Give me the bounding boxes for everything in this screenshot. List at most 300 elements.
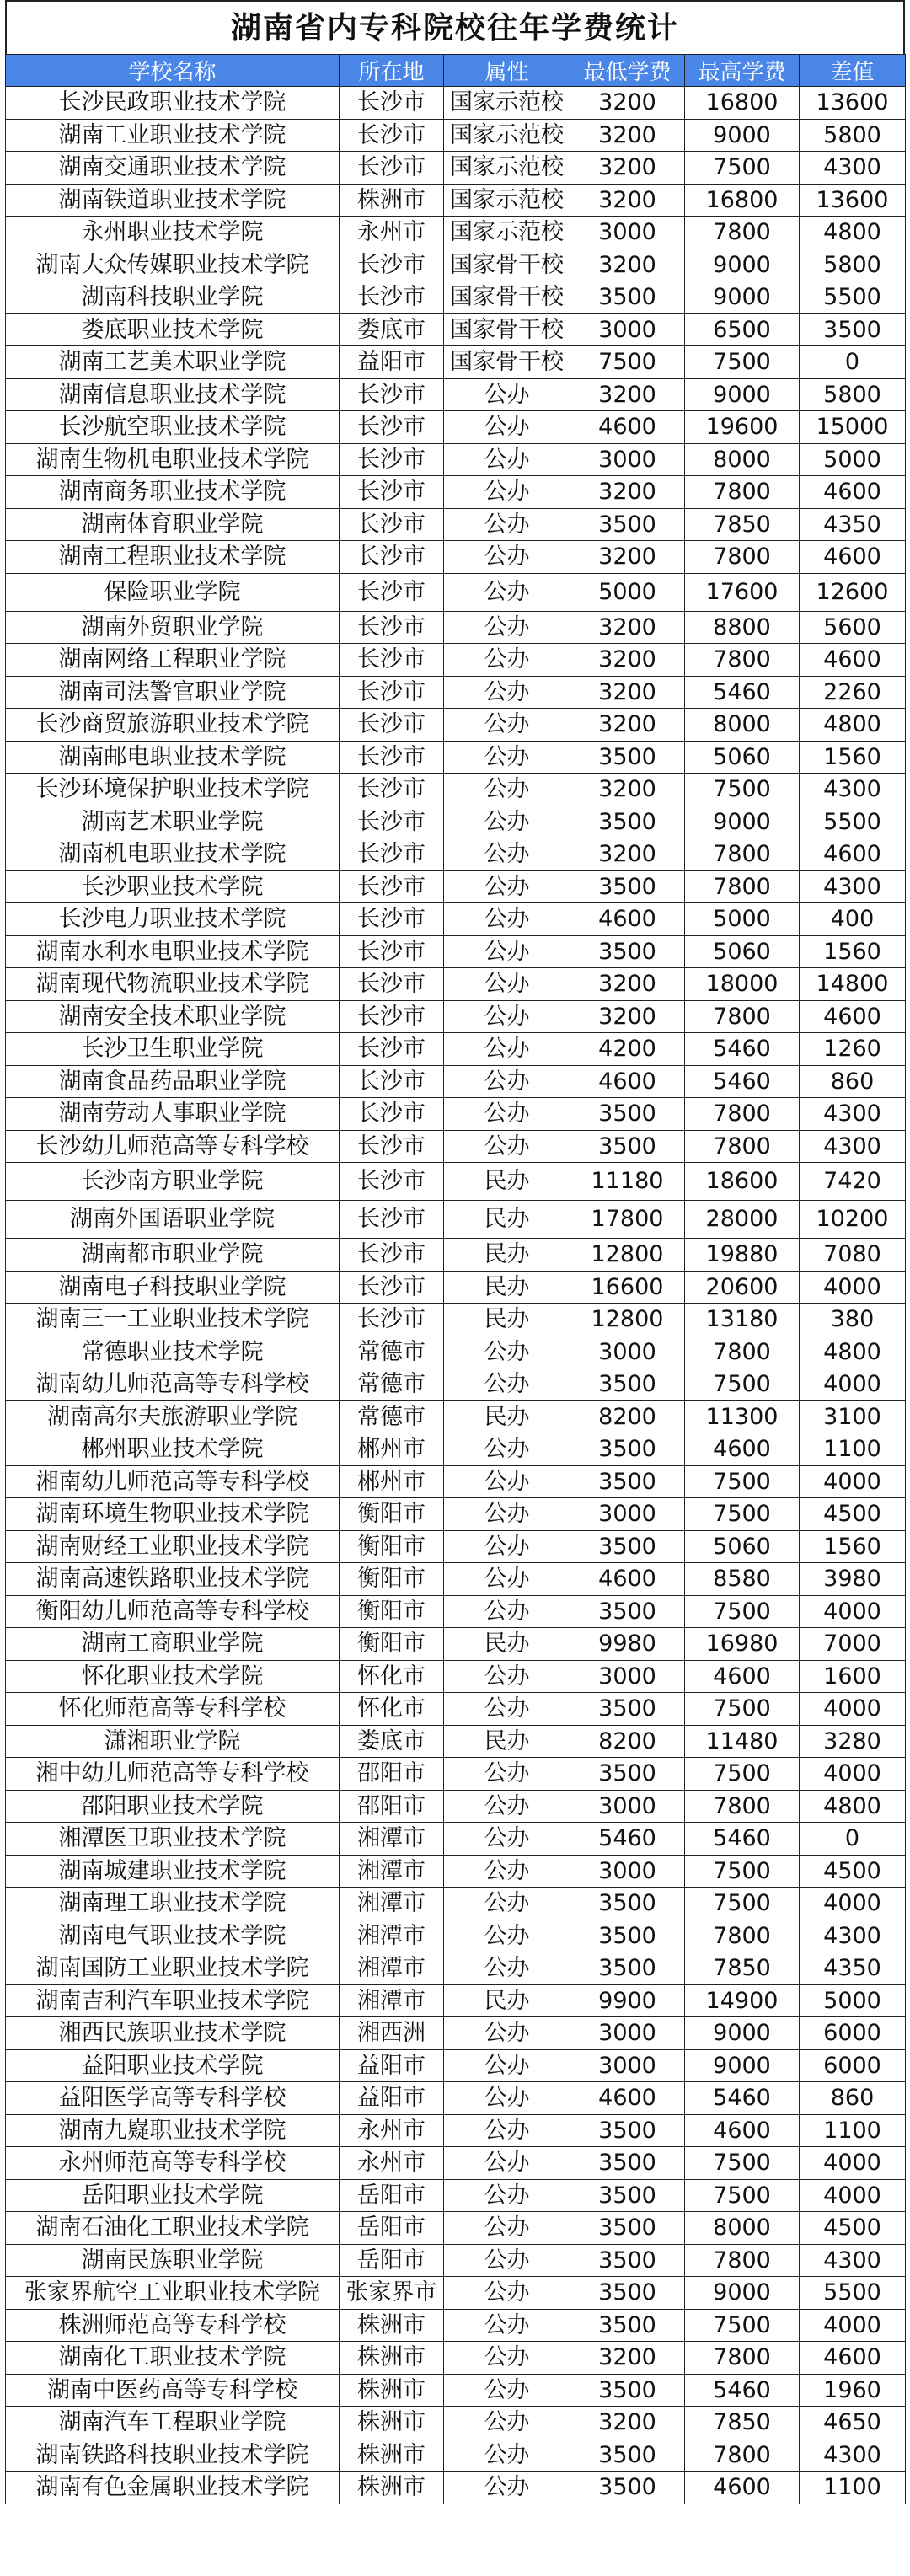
max-fee-cell: 4600: [685, 1660, 800, 1693]
table-row: [6, 968, 906, 1001]
table-row: [6, 806, 906, 838]
difference-cell: 6000: [800, 2049, 906, 2082]
table-row: [6, 644, 906, 677]
difference-cell: 860: [800, 1065, 906, 1098]
table-row: [6, 1098, 906, 1131]
table-row: [6, 1725, 906, 1758]
city-cell: 长沙市: [340, 1201, 444, 1239]
max-fee-cell: 7800: [685, 1790, 800, 1823]
difference-cell: 4300: [800, 1920, 906, 1952]
min-fee-cell: 3000: [570, 313, 685, 346]
school-name-cell: 湖南信息职业技术学院: [6, 378, 340, 411]
max-fee-cell: 4600: [685, 2472, 800, 2504]
difference-cell: 5500: [800, 281, 906, 314]
type-cell: 民办: [444, 1984, 570, 2017]
type-cell: 国家示范校: [444, 119, 570, 152]
city-cell: 张家界市: [340, 2277, 444, 2310]
min-fee-cell: 3500: [570, 1920, 685, 1952]
difference-cell: 12600: [800, 573, 906, 611]
school-name-cell: 益阳职业技术学院: [6, 2049, 340, 2082]
table-row: [6, 1130, 906, 1163]
table-row: [6, 2342, 906, 2375]
table-row: [6, 2244, 906, 2277]
max-fee-cell: 5460: [685, 2082, 800, 2115]
difference-cell: 4000: [800, 1368, 906, 1401]
difference-cell: 4300: [800, 2439, 906, 2472]
min-fee-cell: 3500: [570, 508, 685, 541]
min-fee-cell: 3200: [570, 476, 685, 509]
min-fee-cell: 7500: [570, 346, 685, 379]
city-cell: 长沙市: [340, 411, 444, 444]
school-name-cell: 湖南高尔夫旅游职业学院: [6, 1400, 340, 1433]
city-cell: 长沙市: [340, 119, 444, 152]
max-fee-cell: 7800: [685, 644, 800, 677]
table-row: [6, 1163, 906, 1201]
table-body: [6, 87, 906, 2504]
max-fee-cell: 7500: [685, 774, 800, 806]
difference-cell: 6000: [800, 2017, 906, 2050]
min-fee-cell: 9980: [570, 1628, 685, 1661]
table-row: [6, 1563, 906, 1596]
city-cell: 常德市: [340, 1368, 444, 1401]
difference-cell: 5600: [800, 611, 906, 644]
col-header-difference: 差值: [800, 55, 906, 87]
city-cell: 长沙市: [340, 443, 444, 476]
min-fee-cell: 3500: [570, 1758, 685, 1791]
min-fee-cell: 3500: [570, 1465, 685, 1498]
type-cell: 公办: [444, 2179, 570, 2212]
table-row: [6, 1530, 906, 1563]
max-fee-cell: 9000: [685, 806, 800, 838]
difference-cell: 860: [800, 2082, 906, 2115]
max-fee-cell: 8000: [685, 709, 800, 742]
type-cell: 公办: [444, 2212, 570, 2245]
min-fee-cell: 3200: [570, 644, 685, 677]
school-name-cell: 怀化师范高等专科学校: [6, 1693, 340, 1726]
city-cell: 长沙市: [340, 709, 444, 742]
min-fee-cell: 3500: [570, 2309, 685, 2342]
type-cell: 国家骨干校: [444, 346, 570, 379]
min-fee-cell: 3200: [570, 709, 685, 742]
city-cell: 长沙市: [340, 1271, 444, 1304]
type-cell: 公办: [444, 2342, 570, 2375]
table-row: [6, 1660, 906, 1693]
min-fee-cell: 3000: [570, 443, 685, 476]
max-fee-cell: 7800: [685, 2439, 800, 2472]
min-fee-cell: 3200: [570, 249, 685, 281]
city-cell: 湘潭市: [340, 1855, 444, 1888]
school-name-cell: 长沙南方职业学院: [6, 1163, 340, 1201]
table-row: [6, 2309, 906, 2342]
table-row: [6, 1433, 906, 1466]
city-cell: 长沙市: [340, 1130, 444, 1163]
city-cell: 邵阳市: [340, 1790, 444, 1823]
table-row: [6, 281, 906, 314]
type-cell: 公办: [444, 1888, 570, 1920]
max-fee-cell: 14900: [685, 1984, 800, 2017]
city-cell: 长沙市: [340, 573, 444, 611]
max-fee-cell: 7500: [685, 1888, 800, 1920]
type-cell: 公办: [444, 2049, 570, 2082]
difference-cell: 4500: [800, 2212, 906, 2245]
type-cell: 国家示范校: [444, 184, 570, 217]
city-cell: 衡阳市: [340, 1628, 444, 1661]
max-fee-cell: 5060: [685, 1530, 800, 1563]
city-cell: 株洲市: [340, 2439, 444, 2472]
max-fee-cell: 19600: [685, 411, 800, 444]
difference-cell: 4000: [800, 1758, 906, 1791]
school-name-cell: 长沙职业技术学院: [6, 870, 340, 903]
max-fee-cell: 16800: [685, 184, 800, 217]
table-row: [6, 1368, 906, 1401]
school-name-cell: 张家界航空工业职业技术学院: [6, 2277, 340, 2310]
max-fee-cell: 9000: [685, 2277, 800, 2310]
max-fee-cell: 16980: [685, 1628, 800, 1661]
max-fee-cell: 4600: [685, 2114, 800, 2147]
table-row: [6, 1304, 906, 1336]
min-fee-cell: 3500: [570, 935, 685, 968]
table-row: [6, 903, 906, 936]
city-cell: 怀化市: [340, 1660, 444, 1693]
table-row: [6, 611, 906, 644]
table-row: [6, 1465, 906, 1498]
city-cell: 益阳市: [340, 346, 444, 379]
school-name-cell: 湖南电气职业技术学院: [6, 1920, 340, 1952]
table-row: [6, 1628, 906, 1661]
max-fee-cell: 7500: [685, 346, 800, 379]
table-row: [6, 2439, 906, 2472]
max-fee-cell: 7500: [685, 1693, 800, 1726]
difference-cell: 5500: [800, 2277, 906, 2310]
table-row: [6, 573, 906, 611]
type-cell: 公办: [444, 1693, 570, 1726]
school-name-cell: 湖南工程职业技术学院: [6, 541, 340, 574]
table-row: [6, 1336, 906, 1368]
difference-cell: 4000: [800, 2147, 906, 2180]
city-cell: 株洲市: [340, 2342, 444, 2375]
school-name-cell: 湖南国防工业职业技术学院: [6, 1952, 340, 1985]
max-fee-cell: 7800: [685, 1000, 800, 1033]
min-fee-cell: 3500: [570, 2374, 685, 2407]
table-row: [6, 508, 906, 541]
difference-cell: 4500: [800, 1855, 906, 1888]
school-name-cell: 湖南劳动人事职业学院: [6, 1098, 340, 1131]
city-cell: 益阳市: [340, 2082, 444, 2115]
city-cell: 岳阳市: [340, 2212, 444, 2245]
difference-cell: 4500: [800, 1498, 906, 1531]
school-name-cell: 湖南大众传媒职业技术学院: [6, 249, 340, 281]
table-row: [6, 411, 906, 444]
difference-cell: 4300: [800, 1130, 906, 1163]
table-row: [6, 741, 906, 774]
max-fee-cell: 18000: [685, 968, 800, 1001]
table-row: [6, 1400, 906, 1433]
table-row: [6, 87, 906, 120]
max-fee-cell: 7500: [685, 1368, 800, 1401]
difference-cell: 2260: [800, 676, 906, 709]
city-cell: 长沙市: [340, 611, 444, 644]
school-name-cell: 湖南城建职业技术学院: [6, 1855, 340, 1888]
max-fee-cell: 19880: [685, 1239, 800, 1272]
difference-cell: 4600: [800, 476, 906, 509]
difference-cell: 4800: [800, 217, 906, 249]
type-cell: 公办: [444, 1530, 570, 1563]
city-cell: 长沙市: [340, 968, 444, 1001]
difference-cell: 4000: [800, 1465, 906, 1498]
school-name-cell: 湖南安全技术职业学院: [6, 1000, 340, 1033]
difference-cell: 4300: [800, 2244, 906, 2277]
city-cell: 长沙市: [340, 541, 444, 574]
min-fee-cell: 3000: [570, 1498, 685, 1531]
city-cell: 长沙市: [340, 870, 444, 903]
type-cell: 公办: [444, 2147, 570, 2180]
min-fee-cell: 12800: [570, 1239, 685, 1272]
school-name-cell: 株洲师范高等专科学校: [6, 2309, 340, 2342]
school-name-cell: 湖南司法警官职业学院: [6, 676, 340, 709]
type-cell: 公办: [444, 1465, 570, 1498]
table-row: [6, 1823, 906, 1856]
type-cell: 公办: [444, 443, 570, 476]
city-cell: 湘潭市: [340, 1920, 444, 1952]
city-cell: 长沙市: [340, 1304, 444, 1336]
school-name-cell: 湖南民族职业学院: [6, 2244, 340, 2277]
city-cell: 湘潭市: [340, 1823, 444, 1856]
difference-cell: 4600: [800, 838, 906, 871]
difference-cell: 4000: [800, 1693, 906, 1726]
school-name-cell: 衡阳幼儿师范高等专科学校: [6, 1595, 340, 1628]
type-cell: 民办: [444, 1304, 570, 1336]
type-cell: 公办: [444, 2277, 570, 2310]
difference-cell: 10200: [800, 1201, 906, 1239]
school-name-cell: 湖南体育职业学院: [6, 508, 340, 541]
table-row: [6, 2374, 906, 2407]
min-fee-cell: 17800: [570, 1201, 685, 1239]
school-name-cell: 湖南现代物流职业技术学院: [6, 968, 340, 1001]
school-name-cell: 长沙商贸旅游职业技术学院: [6, 709, 340, 742]
max-fee-cell: 11480: [685, 1725, 800, 1758]
min-fee-cell: 3500: [570, 1595, 685, 1628]
type-cell: 民办: [444, 1725, 570, 1758]
school-name-cell: 湖南工商职业学院: [6, 1628, 340, 1661]
city-cell: 永州市: [340, 2147, 444, 2180]
difference-cell: 3980: [800, 1563, 906, 1596]
max-fee-cell: 7800: [685, 1098, 800, 1131]
city-cell: 长沙市: [340, 508, 444, 541]
difference-cell: 1600: [800, 1660, 906, 1693]
table-row: [6, 217, 906, 249]
max-fee-cell: 7500: [685, 1855, 800, 1888]
max-fee-cell: 5060: [685, 741, 800, 774]
school-name-cell: 湖南机电职业技术学院: [6, 838, 340, 871]
school-name-cell: 湖南外国语职业学院: [6, 1201, 340, 1239]
school-name-cell: 湖南三一工业职业技术学院: [6, 1304, 340, 1336]
max-fee-cell: 6500: [685, 313, 800, 346]
difference-cell: 4600: [800, 2342, 906, 2375]
min-fee-cell: 4600: [570, 1563, 685, 1596]
city-cell: 株洲市: [340, 2407, 444, 2439]
min-fee-cell: 16600: [570, 1271, 685, 1304]
school-name-cell: 常德职业技术学院: [6, 1336, 340, 1368]
min-fee-cell: 3000: [570, 1660, 685, 1693]
city-cell: 娄底市: [340, 1725, 444, 1758]
min-fee-cell: 11180: [570, 1163, 685, 1201]
type-cell: 民办: [444, 1400, 570, 1433]
difference-cell: 3100: [800, 1400, 906, 1433]
school-name-cell: 湖南九嶷职业技术学院: [6, 2114, 340, 2147]
min-fee-cell: 3500: [570, 1098, 685, 1131]
school-name-cell: 湘西民族职业技术学院: [6, 2017, 340, 2050]
city-cell: 岳阳市: [340, 2179, 444, 2212]
city-cell: 长沙市: [340, 476, 444, 509]
difference-cell: 0: [800, 1823, 906, 1856]
school-name-cell: 永州职业技术学院: [6, 217, 340, 249]
table-row: [6, 152, 906, 185]
school-name-cell: 湖南财经工业职业技术学院: [6, 1530, 340, 1563]
city-cell: 郴州市: [340, 1433, 444, 1466]
max-fee-cell: 7500: [685, 2179, 800, 2212]
city-cell: 长沙市: [340, 1163, 444, 1201]
school-name-cell: 湖南理工职业技术学院: [6, 1888, 340, 1920]
min-fee-cell: 12800: [570, 1304, 685, 1336]
min-fee-cell: 3500: [570, 2212, 685, 2245]
max-fee-cell: 11300: [685, 1400, 800, 1433]
school-name-cell: 郴州职业技术学院: [6, 1433, 340, 1466]
min-fee-cell: 3500: [570, 2114, 685, 2147]
min-fee-cell: 3500: [570, 1433, 685, 1466]
max-fee-cell: 5460: [685, 1823, 800, 1856]
difference-cell: 13600: [800, 87, 906, 120]
max-fee-cell: 9000: [685, 281, 800, 314]
type-cell: 公办: [444, 1368, 570, 1401]
school-name-cell: 湖南科技职业学院: [6, 281, 340, 314]
city-cell: 长沙市: [340, 838, 444, 871]
max-fee-cell: 7500: [685, 1758, 800, 1791]
difference-cell: 1100: [800, 2114, 906, 2147]
max-fee-cell: 28000: [685, 1201, 800, 1239]
school-name-cell: 湖南艺术职业学院: [6, 806, 340, 838]
min-fee-cell: 3500: [570, 2472, 685, 2504]
type-cell: 公办: [444, 1336, 570, 1368]
school-name-cell: 湖南食品药品职业学院: [6, 1065, 340, 1098]
school-name-cell: 湖南幼儿师范高等专科学校: [6, 1368, 340, 1401]
table-row: [6, 1201, 906, 1239]
min-fee-cell: 3200: [570, 838, 685, 871]
type-cell: 公办: [444, 1758, 570, 1791]
min-fee-cell: 3000: [570, 1855, 685, 1888]
min-fee-cell: 3200: [570, 184, 685, 217]
city-cell: 长沙市: [340, 378, 444, 411]
header-row: [6, 55, 906, 87]
school-name-cell: 湖南中医药高等专科学校: [6, 2374, 340, 2407]
city-cell: 常德市: [340, 1400, 444, 1433]
city-cell: 长沙市: [340, 1065, 444, 1098]
difference-cell: 380: [800, 1304, 906, 1336]
type-cell: 国家示范校: [444, 217, 570, 249]
table-row: [6, 1239, 906, 1272]
min-fee-cell: 8200: [570, 1400, 685, 1433]
school-name-cell: 湖南商务职业技术学院: [6, 476, 340, 509]
min-fee-cell: 5460: [570, 1823, 685, 1856]
min-fee-cell: 4600: [570, 903, 685, 936]
type-cell: 公办: [444, 1033, 570, 1066]
school-name-cell: 长沙航空职业技术学院: [6, 411, 340, 444]
difference-cell: 4600: [800, 1000, 906, 1033]
max-fee-cell: 7800: [685, 2342, 800, 2375]
table-row: [6, 935, 906, 968]
difference-cell: 4000: [800, 1888, 906, 1920]
min-fee-cell: 3200: [570, 378, 685, 411]
min-fee-cell: 3500: [570, 806, 685, 838]
school-name-cell: 永州师范高等专科学校: [6, 2147, 340, 2180]
max-fee-cell: 7800: [685, 870, 800, 903]
max-fee-cell: 8800: [685, 611, 800, 644]
min-fee-cell: 3500: [570, 281, 685, 314]
city-cell: 湘潭市: [340, 1984, 444, 2017]
city-cell: 长沙市: [340, 1033, 444, 1066]
min-fee-cell: 3000: [570, 1336, 685, 1368]
school-name-cell: 湖南工业职业技术学院: [6, 119, 340, 152]
max-fee-cell: 7800: [685, 2244, 800, 2277]
min-fee-cell: 3500: [570, 2244, 685, 2277]
type-cell: 公办: [444, 741, 570, 774]
table-row: [6, 1984, 906, 2017]
difference-cell: 4600: [800, 541, 906, 574]
city-cell: 衡阳市: [340, 1498, 444, 1531]
difference-cell: 5000: [800, 1984, 906, 2017]
max-fee-cell: 5000: [685, 903, 800, 936]
min-fee-cell: 5000: [570, 573, 685, 611]
difference-cell: 4800: [800, 709, 906, 742]
type-cell: 公办: [444, 870, 570, 903]
city-cell: 湘西洲: [340, 2017, 444, 2050]
type-cell: 公办: [444, 1065, 570, 1098]
table-row: [6, 1952, 906, 1985]
table-row: [6, 1498, 906, 1531]
table-row: [6, 2407, 906, 2439]
type-cell: 公办: [444, 476, 570, 509]
city-cell: 邵阳市: [340, 1758, 444, 1791]
school-name-cell: 湖南电子科技职业学院: [6, 1271, 340, 1304]
type-cell: 公办: [444, 411, 570, 444]
min-fee-cell: 3500: [570, 2439, 685, 2472]
school-name-cell: 湖南邮电职业技术学院: [6, 741, 340, 774]
type-cell: 公办: [444, 573, 570, 611]
type-cell: 公办: [444, 2017, 570, 2050]
city-cell: 长沙市: [340, 676, 444, 709]
school-name-cell: 湖南高速铁路职业技术学院: [6, 1563, 340, 1596]
type-cell: 公办: [444, 1920, 570, 1952]
type-cell: 公办: [444, 1563, 570, 1596]
difference-cell: 4800: [800, 1336, 906, 1368]
min-fee-cell: 4600: [570, 411, 685, 444]
table-row: [6, 443, 906, 476]
type-cell: 公办: [444, 1098, 570, 1131]
max-fee-cell: 20600: [685, 1271, 800, 1304]
difference-cell: 4650: [800, 2407, 906, 2439]
type-cell: 公办: [444, 903, 570, 936]
type-cell: 公办: [444, 806, 570, 838]
table-row: [6, 676, 906, 709]
table-row: [6, 476, 906, 509]
max-fee-cell: 9000: [685, 249, 800, 281]
table-row: [6, 2082, 906, 2115]
difference-cell: 4800: [800, 1790, 906, 1823]
max-fee-cell: 7500: [685, 1498, 800, 1531]
city-cell: 怀化市: [340, 1693, 444, 1726]
max-fee-cell: 7500: [685, 1465, 800, 1498]
city-cell: 长沙市: [340, 87, 444, 120]
city-cell: 长沙市: [340, 152, 444, 185]
